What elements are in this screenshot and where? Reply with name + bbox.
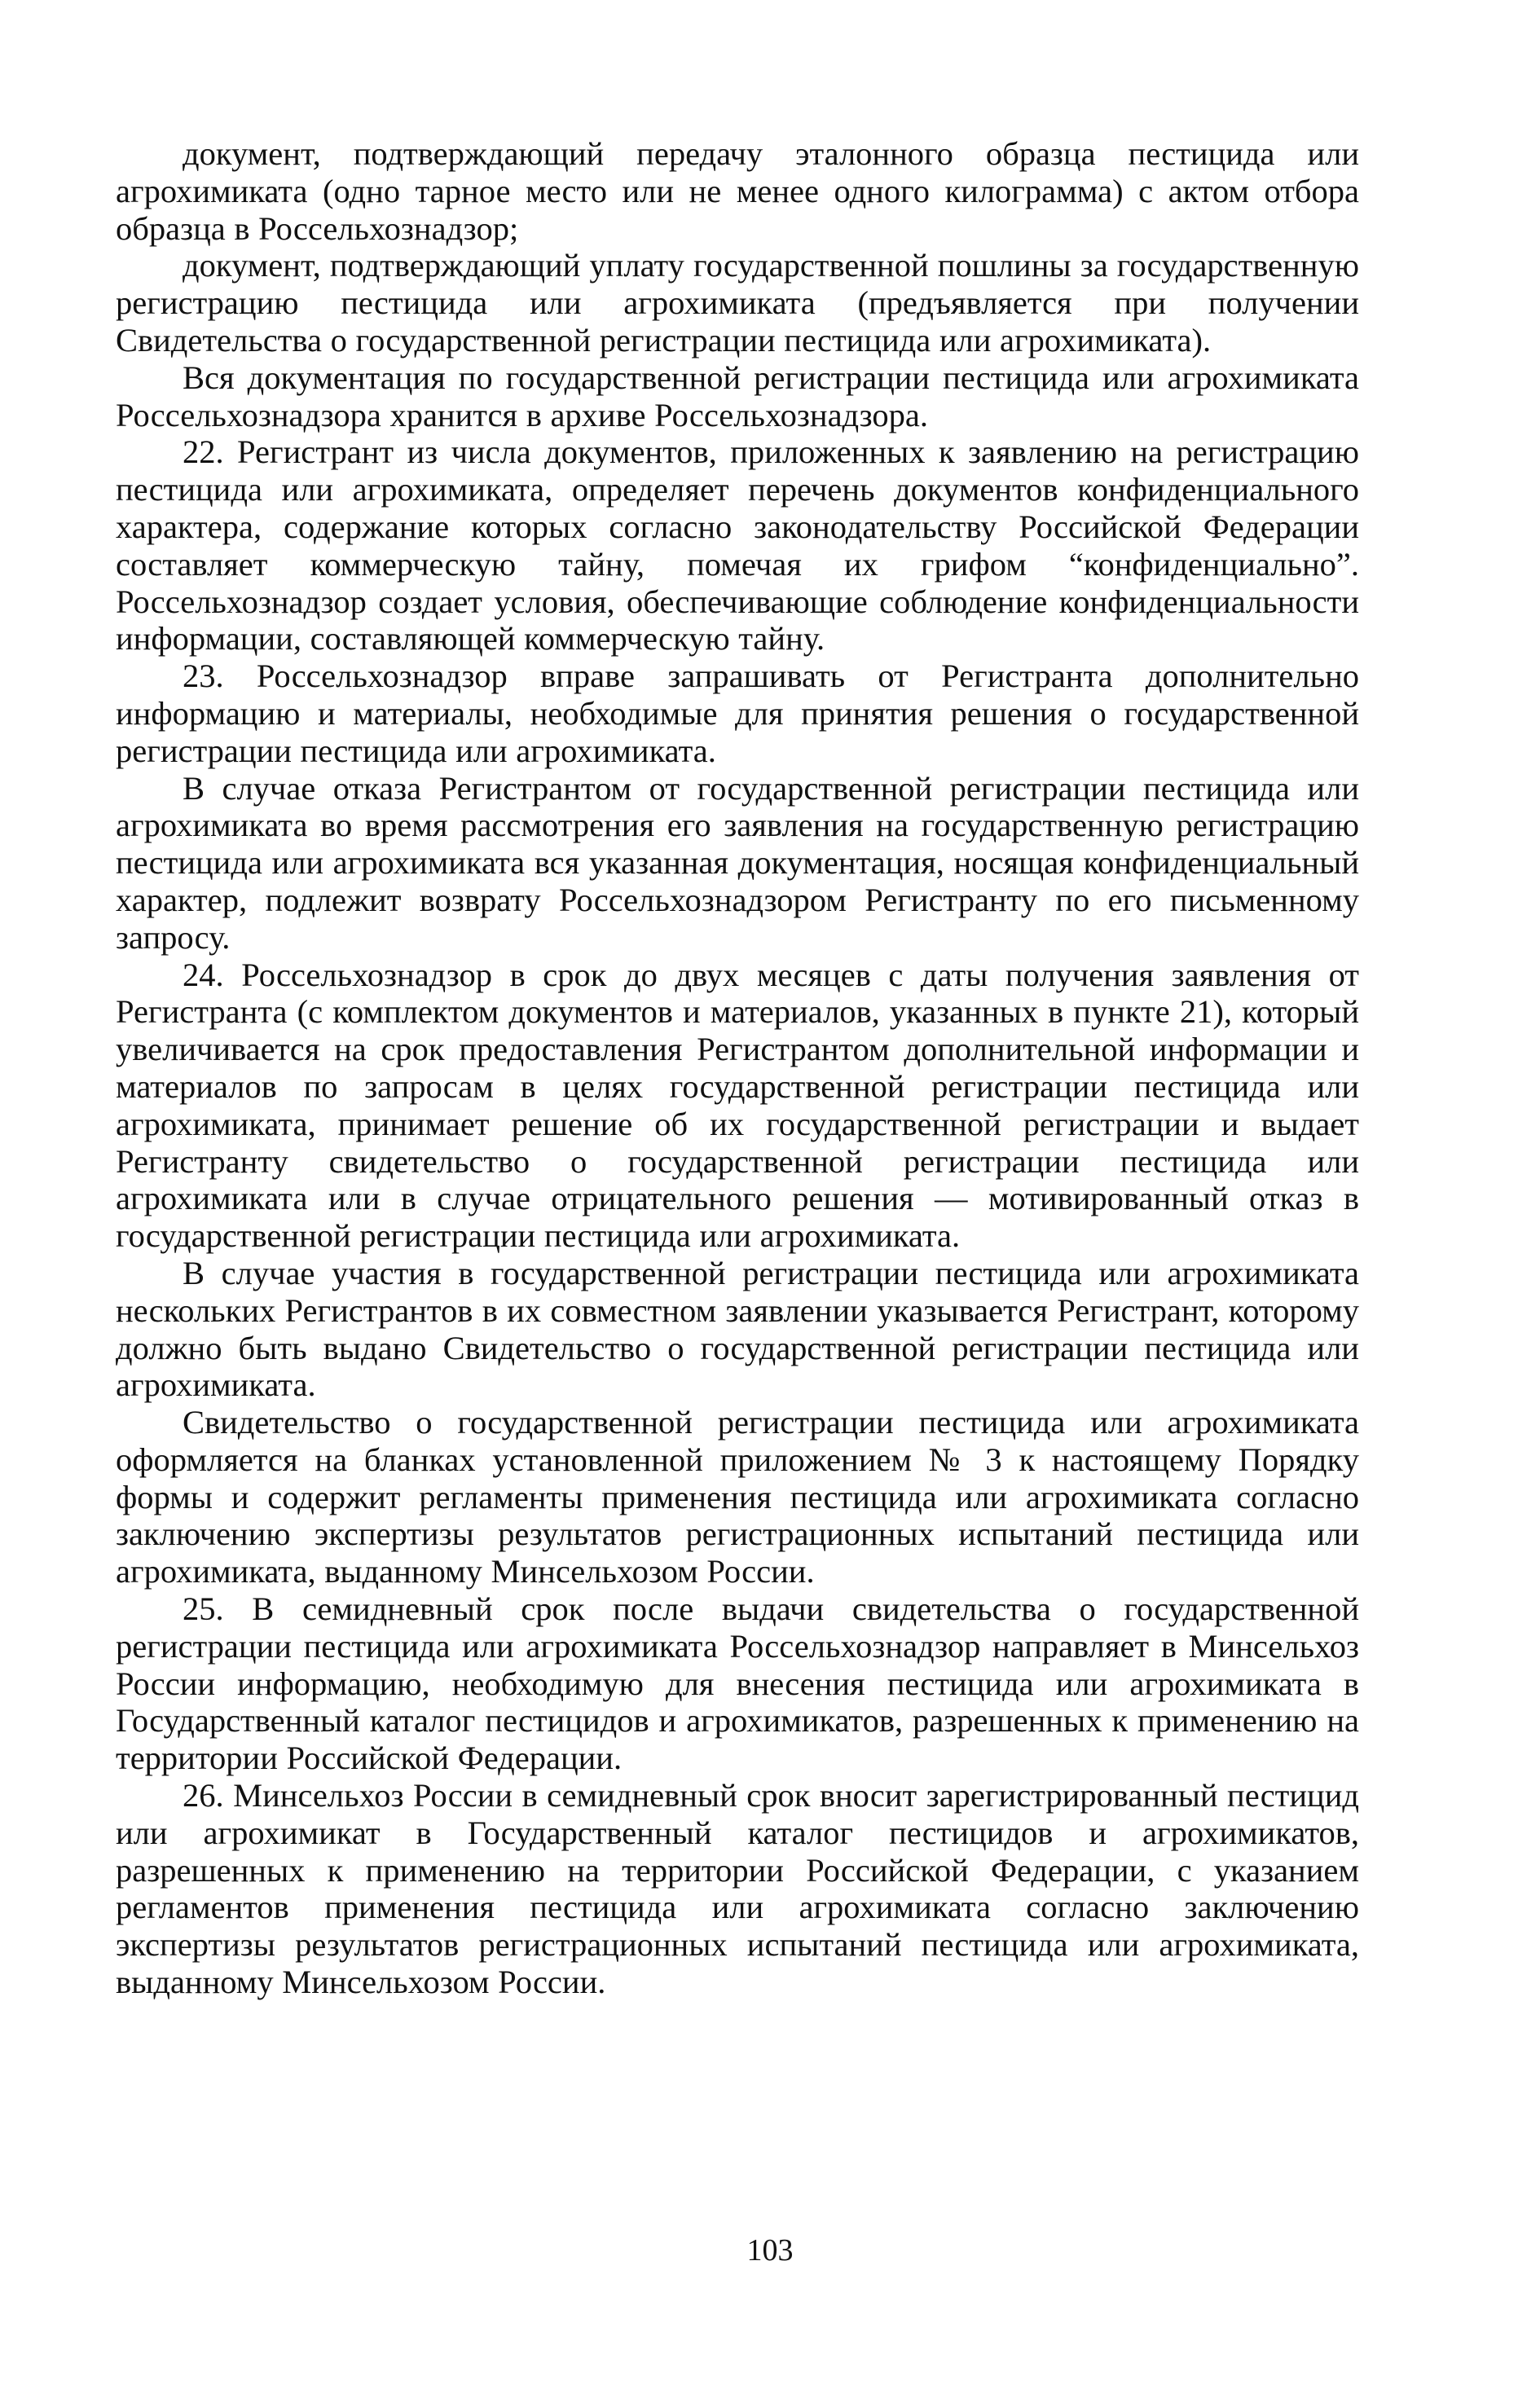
paragraph-state-fee-document: документ, подтверждающий уплату государственной пошлины за государственную регистрацию пестицида или агрохимиката (предъявляется при получении Свидетельства о государственной регистрации пестицида или агрохимиката). xyxy=(116,247,1359,358)
page-number: 103 xyxy=(746,2233,794,2267)
paragraph-clause-26: 26. Минсельхоз России в семидневный срок вносит зарегистрированный пестицид или агрохимикат в Государственный каталог пестицидов и агрохимикатов, разрешенных к применению на территории Российской Федерации, с указанием регламентов применения пестицида или агрохимиката согласно заключению экспертизы результатов регистрационных испытаний пестицида или агрохимиката, выданному Минсельхозом России. xyxy=(116,1777,1359,2001)
paragraph-clause-23: 23. Россельхознадзор вправе запрашивать от Регистранта дополнительно информацию и материалы, необходимые для принятия решения о государственной регистрации пестицида или агрохимиката. xyxy=(116,658,1359,769)
paragraph-clause-25: 25. В семидневный срок после выдачи свидетельства о государственной регистрации пестицида или агрохимиката Россельхознадзор направляет в Минсельхоз России информацию, необходимую для внесения пестицида или агрохимиката в Государственный каталог пестицидов и агрохимикатов, разрешенных к применению на территории Российской Федерации. xyxy=(116,1590,1359,1777)
paragraph-multiple-registrants: В случае участия в государственной регистрации пестицида или агрохимиката нескольких Регистрантов в их совместном заявлении указывается Регистрант, которому должно быть выдано Свидетельство о государственной регистрации пестицида или агрохимиката. xyxy=(116,1254,1359,1404)
paragraph-sample-transfer-document: документ, подтверждающий передачу эталонного образца пестицида или агрохимиката (одно тарное место или не менее одного килограмма) с актом отбора образца в Россельхознадзор; xyxy=(116,135,1359,247)
document-page-body xyxy=(116,135,1359,2001)
paragraph-clause-22: 22. Регистрант из числа документов, приложенных к заявлению на регистрацию пестицида или агрохимиката, определяет перечень документов конфиденциального характера, содержание которых согласно законодательству Российской Федерации составляет коммерческую тайну, помечая их грифом “конфиденциально”. Россельхознадзор создает условия, обеспечивающие соблюдение конфиденциальности информации, составляющей коммерческую тайну. xyxy=(116,433,1359,658)
paragraph-archive-storage: Вся документация по государственной регистрации пестицида или агрохимиката Россельхознадзора хранится в архиве Россельхознадзора. xyxy=(116,358,1359,433)
paragraph-refusal-return: В случае отказа Регистрантом от государственной регистрации пестицида или агрохимиката во время рассмотрения его заявления на государственную регистрацию пестицида или агрохимиката вся указанная документация, носящая конфиденциальный характер, подлежит возврату Россельхознадзором Регистранту по его письменному запросу. xyxy=(116,769,1359,956)
paragraph-certificate-form: Свидетельство о государственной регистрации пестицида или агрохимиката оформляется на бланках установленной приложением № 3 к настоящему Порядку формы и содержит регламенты применения пестицида или агрохимиката согласно заключению экспертизы результатов регистрационных испытаний пестицида или агрохимиката, выданному Минсельхозом России. xyxy=(116,1404,1359,1590)
paragraph-clause-24: 24. Россельхознадзор в срок до двух месяцев с даты получения заявления от Регистранта (с комплектом документов и материалов, указанных в пункте 21), который увеличивается на срок предоставления Регистрантом дополнительной информации и материалов по запросам в целях государственной регистрации пестицида или агрохимиката, принимает решение об их государственной регистрации и выдает Регистранту свидетельство о государственной регистрации пестицида или агрохимиката или в случае отрицательного решения — мотивированный отказ в государственной регистрации пестицида или агрохимиката. xyxy=(116,956,1359,1255)
